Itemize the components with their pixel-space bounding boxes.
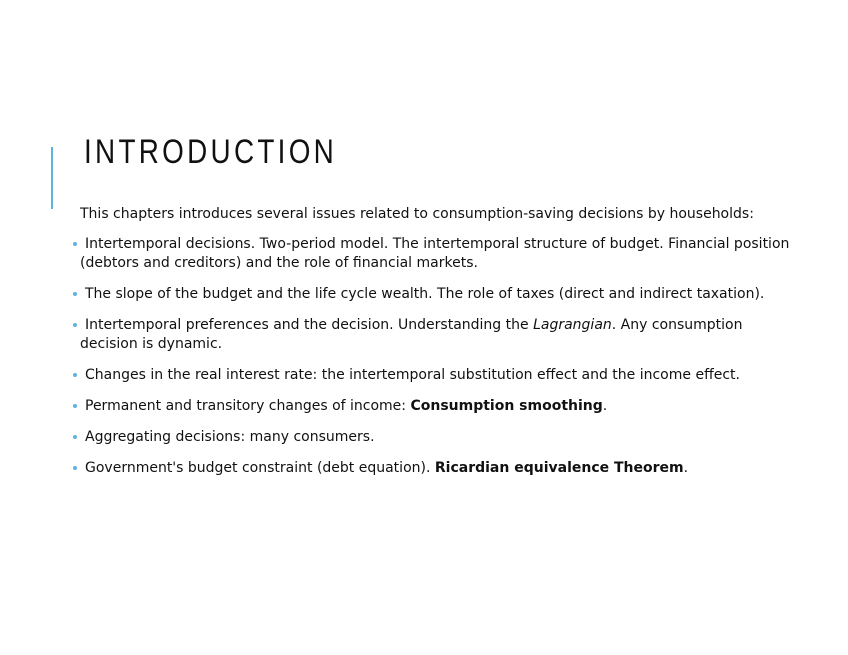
slide-content (72, 205, 802, 490)
bullet-item (72, 459, 802, 478)
slide-title: INTRODUCTION (84, 133, 338, 171)
bullet-text: The slope of the budget and the life cycle wealth. The role of taxes (direct and indirect taxation). (85, 286, 765, 302)
bullet-item (72, 316, 802, 354)
bullet-list (72, 235, 802, 478)
bullet-icon (73, 466, 77, 470)
bullet-text: Intertemporal decisions. Two-period model. The intertemporal structure of budget. Financial position (debtors and creditors) and the role of financial markets. (80, 236, 790, 271)
bullet-icon (73, 292, 77, 296)
bullet-text (80, 317, 743, 352)
bullet-item (72, 366, 802, 385)
bullet-text (85, 398, 607, 414)
intro-text: This chapters introduces several issues related to consumption-saving decisions by households: (80, 206, 754, 222)
bullet-icon (73, 323, 77, 327)
bullet-text: Aggregating decisions: many consumers. (85, 429, 375, 445)
ricardian-equivalence-term: Ricardian equivalence Theorem (434, 460, 684, 476)
bullet-item (72, 428, 802, 447)
bullet-item (72, 285, 802, 304)
consumption-smoothing-term: Consumption smoothing (410, 398, 603, 414)
bullet-icon (73, 435, 77, 439)
bullet-icon (73, 404, 77, 408)
bullet-text-part: . (602, 398, 608, 414)
bullet-item (72, 235, 802, 273)
bullet-text (85, 460, 688, 476)
bullet-icon (73, 242, 77, 246)
bullet-icon (73, 373, 77, 377)
title-accent-bar (51, 147, 53, 209)
bullet-text: Changes in the real interest rate: the intertemporal substitution effect and the income effect. (85, 367, 740, 383)
bullet-text-part: Permanent and transitory changes of income: (85, 398, 411, 414)
bullet-text-part: . (683, 460, 689, 476)
bullet-text-part: Government's budget constraint (debt equation). (85, 460, 435, 476)
bullet-item (72, 397, 802, 416)
bullet-text-part: . Any consumption decision is dynamic. (80, 317, 743, 352)
lagrangian-term: Lagrangian (533, 317, 612, 333)
bullet-text-part: Intertemporal preferences and the decision. Understanding the (85, 317, 534, 333)
